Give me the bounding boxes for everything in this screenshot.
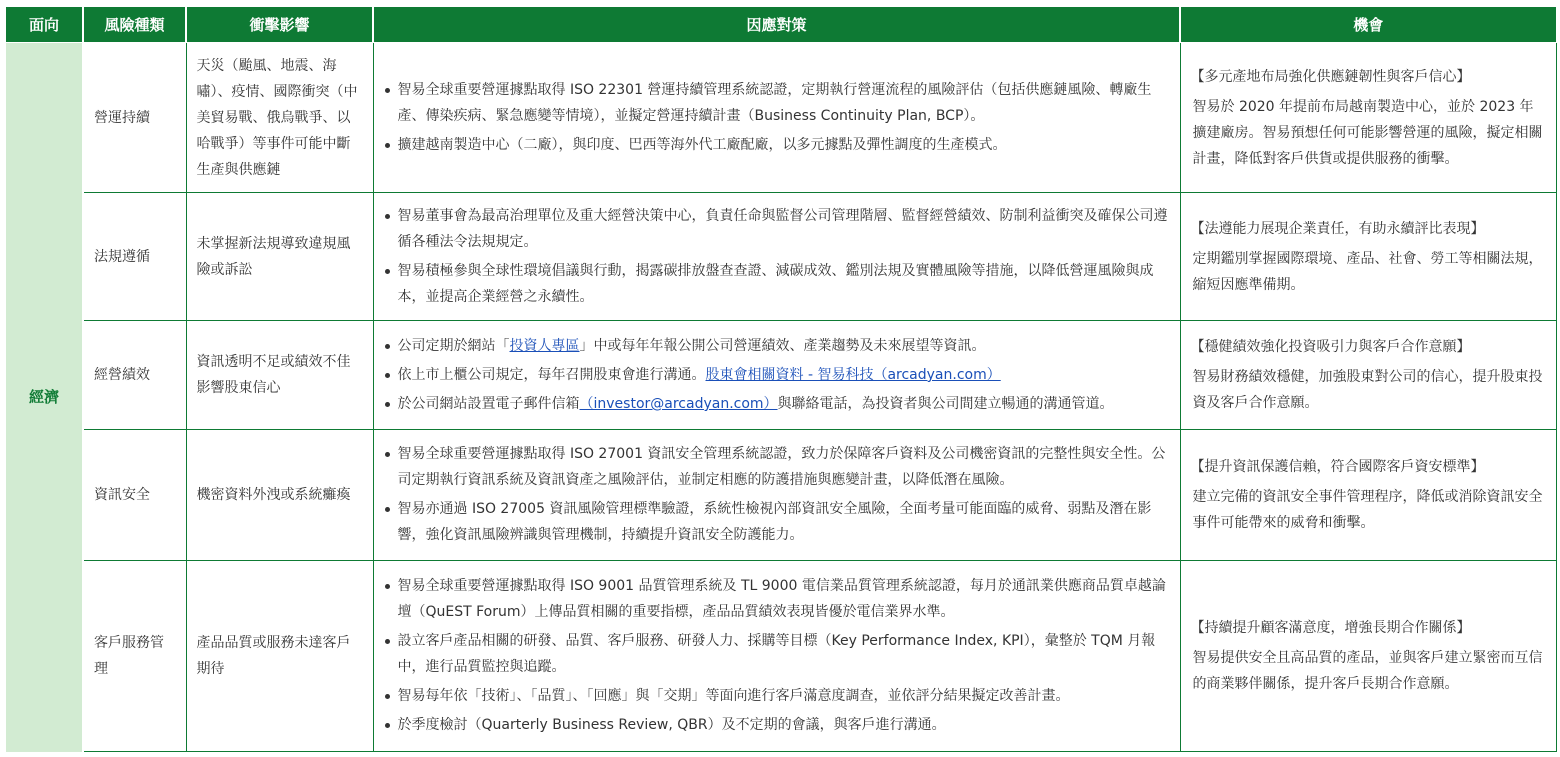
shareholder-meeting-link[interactable]: 股東會相關資料 - 智易科技（arcadyan.com） [705, 366, 1001, 383]
opportunity-cell [1180, 321, 1556, 429]
opportunity-cell [1180, 193, 1556, 321]
opportunity-cell [1180, 43, 1556, 193]
measure-list [384, 441, 1170, 548]
measures-cell [373, 321, 1180, 429]
opportunity-title: 【持續提升顧客滿意度，增強長期合作關係】 [1190, 619, 1471, 636]
measure-list [384, 77, 1170, 158]
impact-cell: 機密資料外洩或系統癱瘓 [186, 429, 373, 560]
measure-text: 公司定期於網站「 [397, 337, 510, 354]
opportunity-body: 定期鑑別掌握國際環境、產品、社會、勞工等相關法規，縮短因應準備期。 [1192, 250, 1543, 293]
measure-item [384, 362, 1170, 388]
header-aspect: 面向 [6, 7, 83, 43]
risk-type-cell: 資訊安全 [83, 429, 186, 560]
table-row [6, 321, 1556, 429]
opportunity-body: 建立完備的資訊安全事件管理程序，降低或消除資訊安全事件可能帶來的威脅和衝擊。 [1192, 488, 1543, 531]
investor-zone-link[interactable]: 投資人專區 [509, 337, 580, 354]
measure-item: 於季度檢討（Quarterly Business Review, QBR）及不定期的會議，與客戶進行溝通。 [384, 712, 1170, 738]
header-measures: 因應對策 [373, 7, 1180, 43]
measure-item [384, 333, 1170, 359]
opportunity-cell [1180, 560, 1556, 751]
measure-item: 智易亦通過 ISO 27005 資訊風險管理標準驗證，系統性檢視內部資訊安全風險，全面考量可能面臨的威脅、弱點及潛在影響，強化資訊風險辨識與管理機制，持續提升資訊安全防護能力。 [384, 496, 1170, 548]
measures-cell [373, 429, 1180, 560]
opportunity-body: 智易提供安全且高品質的產品，並與客戶建立緊密而互信的商業夥伴關係，提升客戶長期合作意願。 [1192, 649, 1543, 692]
opportunity-body: 智易於 2020 年提前布局越南製造中心，並於 2023 年擴建廠房。智易預想任何可能影響營運的風險，擬定相關計畫，降低對客戶供貨或提供服務的衝擊。 [1192, 98, 1543, 167]
measure-item: 智易每年依「技術」、「品質」、「回應」與「交期」等面向進行客戶滿意度調查，並依評分結果擬定改善計畫。 [384, 683, 1170, 709]
aspect-cell: 經濟 [6, 43, 83, 752]
measure-item: 智易董事會為最高治理單位及重大經營決策中心，負責任命與監督公司管理階層、監督經營績效、防制利益衝突及確保公司遵循各種法令法規規定。 [384, 203, 1170, 255]
impact-cell: 資訊透明不足或績效不佳影響股東信心 [186, 321, 373, 429]
opportunity-title: 【法遵能力展現企業責任，有助永續評比表現】 [1190, 220, 1485, 237]
header-risk-type: 風險種類 [83, 7, 186, 43]
measure-text: 於公司網站設置電子郵件信箱 [397, 395, 580, 412]
impact-cell: 天災（颱風、地震、海嘯）、疫情、國際衝突（中美貿易戰、俄烏戰爭、以哈戰爭）等事件可能中斷生產與供應鏈 [186, 43, 373, 193]
measure-text: 依上市上櫃公司規定，每年召開股東會進行溝通。 [397, 366, 706, 383]
header-impact: 衝擊影響 [186, 7, 373, 43]
risk-type-cell: 經營績效 [83, 321, 186, 429]
measure-item: 智易積極參與全球性環境倡議與行動，揭露碳排放盤查查證、減碳成效、鑑別法規及實體風險等措施，以降低營運風險與成本，並提高企業經營之永續性。 [384, 258, 1170, 310]
measure-list [384, 573, 1170, 738]
measures-cell [373, 560, 1180, 751]
measure-list [384, 203, 1170, 310]
measure-item: 擴建越南製造中心（二廠），與印度、巴西等海外代工廠配廠，以多元據點及彈性調度的生產模式。 [384, 132, 1170, 158]
risk-type-cell: 客戶服務管理 [83, 560, 186, 751]
measure-item [384, 391, 1170, 417]
opportunity-body: 智易財務績效穩健，加強股東對公司的信心，提升股東投資及客戶合作意願。 [1192, 368, 1543, 411]
risk-type-cell: 營運持續 [83, 43, 186, 193]
opportunity-title: 【多元產地布局強化供應鏈韌性與客戶信心】 [1190, 68, 1471, 85]
measure-item: 智易全球重要營運據點取得 ISO 9001 品質管理系統及 TL 9000 電信業品質管理系統認證，每月於通訊業供應商品質卓越論壇（QuEST Forum）上傳品質相關的重要指標，產品品質績效表現皆優於電信業界水準。 [384, 573, 1170, 625]
measures-cell [373, 43, 1180, 193]
measures-cell [373, 193, 1180, 321]
measure-text: 」中或每年年報公開公司營運績效、產業趨勢及未來展望等資訊。 [579, 337, 986, 354]
impact-cell: 未掌握新法規導致違規風險或訴訟 [186, 193, 373, 321]
measure-item: 智易全球重要營運據點取得 ISO 22301 營運持續管理系統認證，定期執行營運流程的風險評估（包括供應鏈風險、轉廠生產、傳染疾病、緊急應變等情境），並擬定營運持續計畫（Business Continuity Plan, BCP）。 [384, 77, 1170, 129]
measure-text: 與聯絡電話，為投資者與公司間建立暢通的溝通管道。 [777, 395, 1114, 412]
opportunity-title: 【穩健績效強化投資吸引力與客戶合作意願】 [1190, 338, 1471, 355]
table-row [6, 43, 1556, 193]
measure-list [384, 333, 1170, 417]
table-row [6, 560, 1556, 751]
header-opportunity: 機會 [1180, 7, 1556, 43]
table-row [6, 429, 1556, 560]
measure-item: 智易全球重要營運據點取得 ISO 27001 資訊安全管理系統認證，致力於保障客戶資料及公司機密資訊的完整性與安全性。公司定期執行資訊系統及資訊資產之風險評估，並制定相應的防護措施與應變計畫，以降低潛在風險。 [384, 441, 1170, 493]
impact-cell: 產品品質或服務未達客戶期待 [186, 560, 373, 751]
measure-item: 設立客戶產品相關的研發、品質、客戶服務、研發人力、採購等目標（Key Performance Index, KPI），彙整於 TQM 月報中，進行品質監控與追蹤。 [384, 628, 1170, 680]
opportunity-title: 【提升資訊保護信賴，符合國際客戶資安標準】 [1190, 458, 1485, 475]
risk-table [6, 6, 1557, 752]
risk-type-cell: 法規遵循 [83, 193, 186, 321]
table-row [6, 193, 1556, 321]
header-row [6, 7, 1556, 43]
opportunity-cell [1180, 429, 1556, 560]
investor-email-link[interactable]: （investor@arcadyan.com） [579, 395, 778, 412]
